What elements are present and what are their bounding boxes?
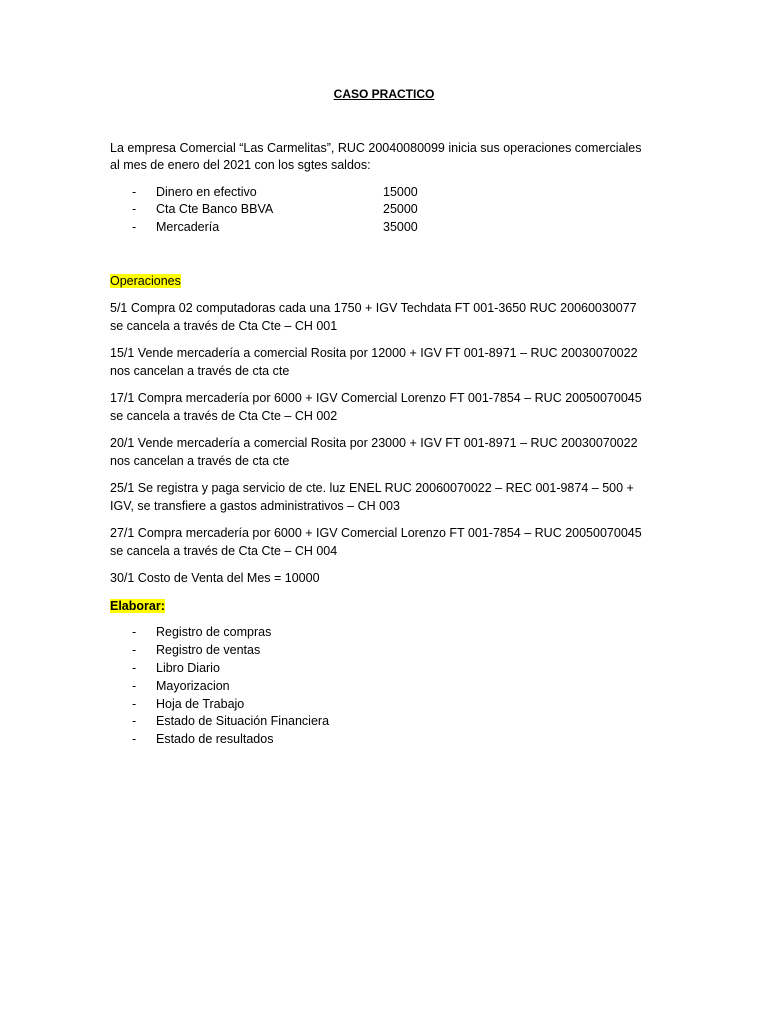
operation-line: 25/1 Se registra y paga servicio de cte. luz ENEL RUC 20060070022 – REC 001-9874 – 500 + <box>110 481 634 496</box>
balance-item <box>110 201 670 219</box>
operation-line: se cancela a través de Cta Cte – CH 002 <box>110 408 338 423</box>
document-title: CASO PRACTICO <box>333 87 435 101</box>
balance-item <box>110 219 670 237</box>
balance-label: Dinero en efectivo <box>156 184 257 199</box>
elaborar-item-label: Estado de resultados <box>156 732 274 747</box>
balance-label: Mercadería <box>156 220 220 235</box>
elaborar-item <box>110 642 670 660</box>
balance-amount: 15000 <box>383 184 418 199</box>
elaborar-item-label: Estado de Situación Financiera <box>156 714 330 729</box>
dash-bullet: - <box>132 714 137 729</box>
elaborar-list <box>110 624 670 749</box>
operations-list <box>110 300 670 588</box>
elaborar-item <box>110 713 670 731</box>
elaborar-item <box>110 678 670 696</box>
elaborar-item-label: Registro de compras <box>156 625 272 640</box>
operation-line: 30/1 Costo de Venta del Mes = 10000 <box>110 571 320 586</box>
balance-amount: 25000 <box>383 202 418 217</box>
operations-heading-text: Operaciones <box>110 273 181 288</box>
operation-line: nos cancelan a través de cta cte <box>110 453 290 468</box>
operation-entry <box>110 390 670 425</box>
operation-entry <box>110 345 670 380</box>
dash-bullet: - <box>132 643 137 658</box>
operation-line: IGV, se transfiere a gastos administrativos – CH 003 <box>110 498 400 513</box>
elaborar-item <box>110 660 670 678</box>
elaborar-heading-text: Elaborar: <box>110 598 165 613</box>
operation-entry <box>110 480 670 515</box>
dash-bullet: - <box>132 696 137 711</box>
operation-entry <box>110 435 670 470</box>
dash-bullet: - <box>132 202 137 217</box>
operation-entry <box>110 300 670 335</box>
operation-line: 27/1 Compra mercadería por 6000 + IGV Comercial Lorenzo FT 001-7854 – RUC 20050070045 <box>110 526 642 541</box>
operation-line: 20/1 Vende mercadería a comercial Rosita por 23000 + IGV FT 001-8971 – RUC 20030070022 <box>110 436 638 451</box>
elaborar-item <box>110 696 670 714</box>
elaborar-item-label: Libro Diario <box>156 660 220 675</box>
operations-heading <box>110 273 670 291</box>
dash-bullet: - <box>132 660 137 675</box>
operation-line: 17/1 Compra mercadería por 6000 + IGV Comercial Lorenzo FT 001-7854 – RUC 20050070045 <box>110 391 642 406</box>
operation-line: nos cancelan a través de cta cte <box>110 363 290 378</box>
dash-bullet: - <box>132 678 137 693</box>
dash-bullet: - <box>132 220 137 235</box>
dash-bullet: - <box>132 625 137 640</box>
operation-line: se cancela a través de Cta Cte – CH 001 <box>110 318 338 333</box>
dash-bullet: - <box>132 732 137 747</box>
balance-amount: 35000 <box>383 220 418 235</box>
balance-item <box>110 184 670 202</box>
operation-line: se cancela a través de Cta Cte – CH 004 <box>110 543 338 558</box>
operation-entry <box>110 525 670 560</box>
intro-line: La empresa Comercial “Las Carmelitas”, RUC 20040080099 inicia sus operaciones comerciales <box>110 140 642 155</box>
elaborar-item <box>110 624 670 642</box>
elaborar-item-label: Hoja de Trabajo <box>156 696 245 711</box>
elaborar-item-label: Mayorizacion <box>156 678 230 693</box>
operation-line: 15/1 Vende mercadería a comercial Rosita por 12000 + IGV FT 001-8971 – RUC 20030070022 <box>110 346 638 361</box>
elaborar-item <box>110 731 670 749</box>
operation-entry <box>110 570 670 588</box>
balance-label: Cta Cte Banco BBVA <box>156 202 274 217</box>
balances-list <box>110 184 670 237</box>
intro-paragraph <box>110 140 670 175</box>
operation-line: 5/1 Compra 02 computadoras cada una 1750 + IGV Techdata FT 001-3650 RUC 20060030077 <box>110 301 637 316</box>
dash-bullet: - <box>132 184 137 199</box>
intro-line: al mes de enero del 2021 con los sgtes saldos: <box>110 158 371 172</box>
document-content <box>110 86 670 749</box>
elaborar-item-label: Registro de ventas <box>156 643 261 658</box>
elaborar-heading <box>110 598 670 616</box>
